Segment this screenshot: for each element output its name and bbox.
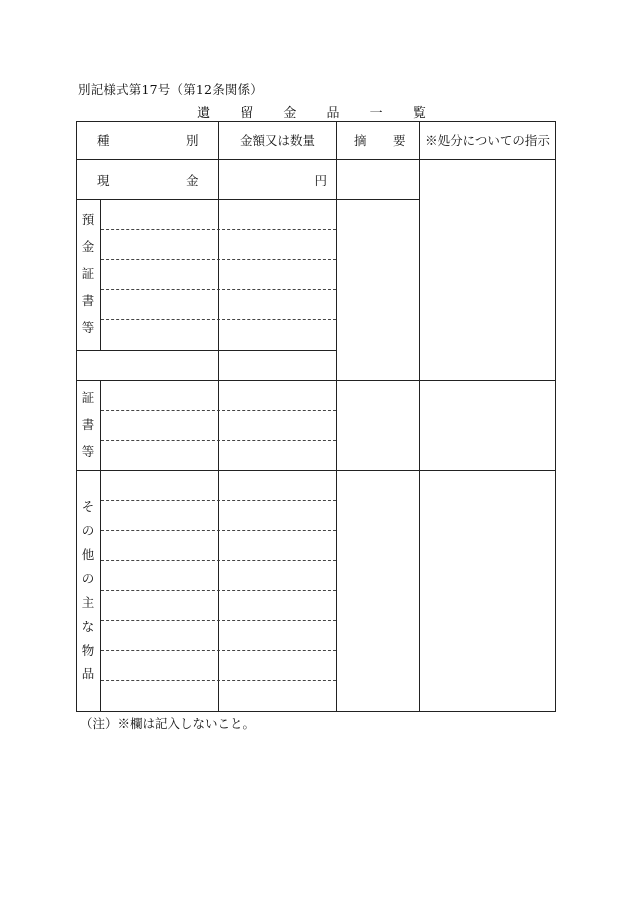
header-kind-right: 別 — [186, 133, 199, 148]
deposit-section-bottom-line — [76, 350, 336, 351]
certificates-dashed-line — [101, 440, 336, 441]
document-title: 遺 留 金 品 一 覧 — [197, 106, 439, 121]
header-kind — [76, 121, 218, 159]
deposit-extra-row-bottom-line — [76, 380, 556, 381]
cash-label-right: 金 — [186, 172, 199, 188]
belongings-table — [76, 121, 556, 712]
deposit-subcolumn-divider — [100, 199, 101, 350]
cash-label — [76, 160, 218, 199]
header-summary — [337, 121, 419, 159]
certificates-char: 等 — [81, 443, 95, 459]
header-amount: 金額又は数量 — [239, 133, 315, 148]
deposit-dashed-line — [101, 229, 336, 230]
other-dashed-line — [101, 620, 336, 621]
other-dashed-line — [101, 590, 336, 591]
cash-row-bottom-line — [76, 199, 419, 200]
header-instructions: ※処分についての指示 — [425, 133, 550, 148]
certificates-subcolumn-divider — [100, 380, 101, 470]
deposit-char: 預 — [81, 212, 95, 227]
deposit-dashed-line — [101, 259, 336, 260]
other-dashed-line — [101, 500, 336, 501]
other-char: の — [81, 522, 95, 538]
deposit-section-label — [76, 214, 100, 334]
other-dashed-line — [101, 680, 336, 681]
other-char: の — [81, 570, 95, 586]
form-number-label: 別記様式第17号（第12条関係） — [78, 82, 264, 97]
certificates-dashed-line — [101, 410, 336, 411]
other-items-section-label — [76, 501, 100, 681]
header-summary-left: 摘 — [354, 133, 367, 148]
deposit-char: 書 — [81, 292, 95, 308]
table-border-right — [555, 121, 556, 712]
header-summary-right: 要 — [393, 133, 406, 148]
other-char: 物 — [81, 642, 95, 658]
footnote: （注）※欄は記入しないこと。 — [80, 716, 256, 731]
cash-label-left: 現 — [97, 172, 110, 188]
other-char: そ — [81, 499, 95, 514]
column-divider-summary — [419, 121, 420, 712]
column-divider-kind — [218, 121, 219, 712]
other-char: 他 — [81, 546, 95, 562]
certificates-section-label — [76, 392, 100, 458]
other-dashed-line — [101, 650, 336, 651]
yen-unit: 円 — [314, 172, 327, 188]
header-kind-left: 種 — [97, 133, 110, 148]
deposit-char: 等 — [81, 319, 95, 335]
table-border-bottom — [76, 711, 556, 712]
deposit-char: 金 — [81, 238, 95, 254]
deposit-dashed-line — [101, 319, 336, 320]
deposit-char: 証 — [81, 265, 95, 281]
other-dashed-line — [101, 560, 336, 561]
deposit-dashed-line — [101, 289, 336, 290]
certificates-char: 証 — [81, 390, 95, 405]
other-dashed-line — [101, 530, 336, 531]
other-char: 主 — [81, 594, 95, 610]
certificates-char: 書 — [81, 416, 95, 432]
column-divider-amount — [336, 121, 337, 712]
certificates-section-bottom-line — [76, 470, 556, 471]
other-char: な — [81, 618, 95, 634]
other-char: 品 — [81, 666, 95, 682]
cash-amount-cell — [219, 160, 336, 199]
